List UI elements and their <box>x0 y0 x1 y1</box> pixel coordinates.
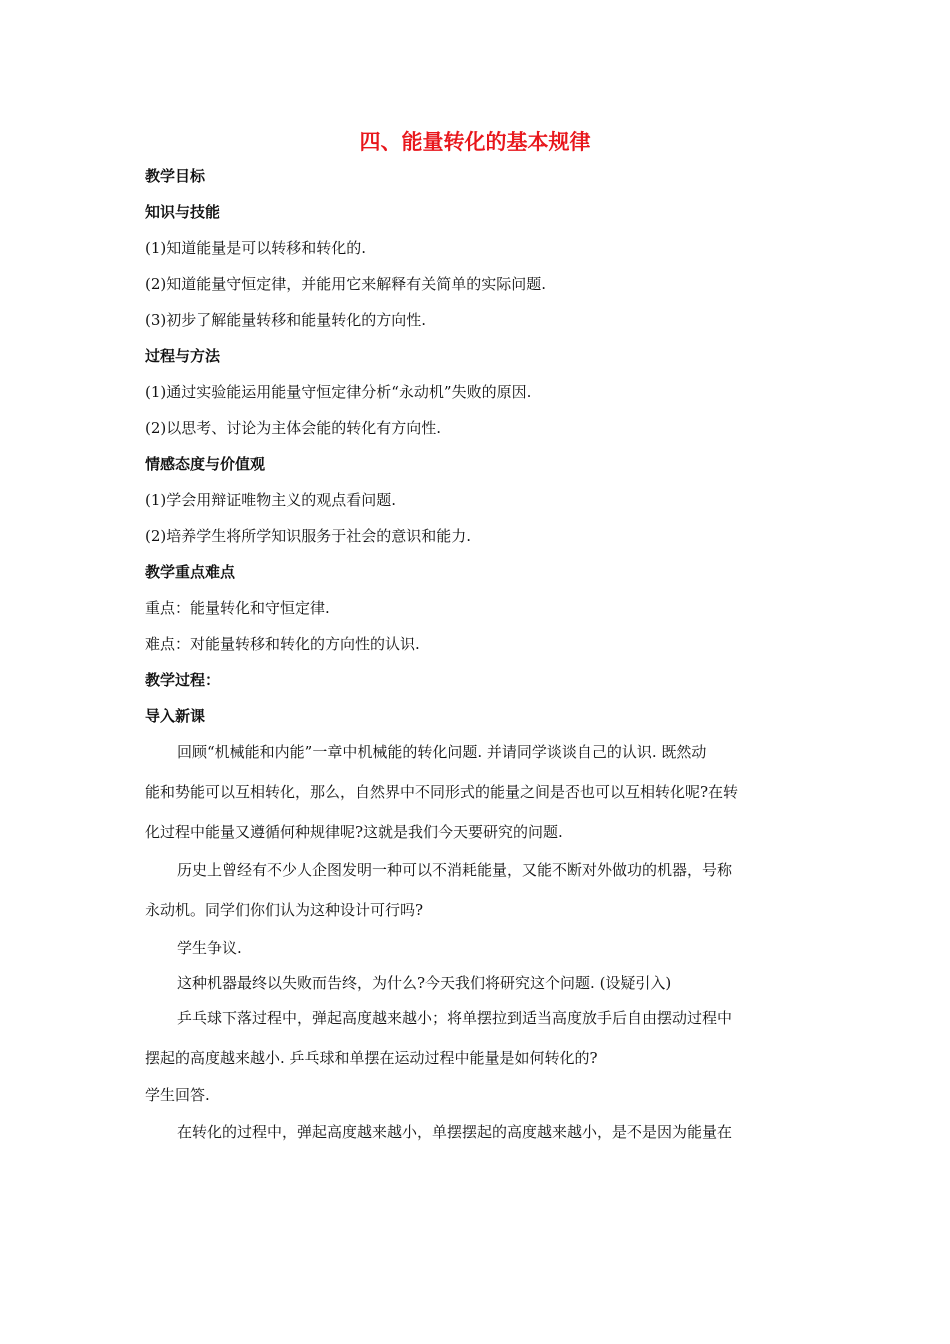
paragraph-5-line-1: 乒乓球下落过程中，弹起高度越来越小；将单摆拉到适当高度放手后自由摆动过程中 <box>177 1009 733 1027</box>
paragraph-2-line-2: 永动机。同学们你们认为这种设计可行吗? <box>145 901 424 919</box>
heading-knowledge-skills: 知识与技能 <box>145 203 221 221</box>
attitude-item-2: (2)培养学生将所学知识服务于社会的意识和能力. <box>145 527 472 545</box>
paragraph-3: 学生争议. <box>177 939 242 957</box>
knowledge-item-1: (1)知道能量是可以转移和转化的. <box>145 239 367 257</box>
paragraph-7-line-1: 在转化的过程中，弹起高度越来越小，单摆摆起的高度越来越小，是不是因为能量在 <box>177 1123 733 1141</box>
heading-objectives: 教学目标 <box>145 167 206 185</box>
knowledge-item-2: (2)知道能量守恒定律，并能用它来解释有关简单的实际问题. <box>145 275 547 293</box>
paragraph-6: 学生回答. <box>145 1086 210 1104</box>
knowledge-item-3: (3)初步了解能量转移和能量转化的方向性. <box>145 311 427 329</box>
difficulty-point: 难点：对能量转移和转化的方向性的认识. <box>145 635 420 653</box>
paragraph-1-line-2: 能和势能可以互相转化，那么，自然界中不同形式的能量之间是否也可以互相转化呢?在转 <box>145 783 739 801</box>
paragraph-2-line-1: 历史上曾经有不少人企图发明一种可以不消耗能量，又能不断对外做功的机器，号称 <box>177 861 733 879</box>
heading-key-difficult: 教学重点难点 <box>145 563 236 581</box>
heading-process-methods: 过程与方法 <box>145 347 221 365</box>
paragraph-5-line-2: 摆起的高度越来越小. 乒乓球和单摆在运动过程中能量是如何转化的? <box>145 1049 598 1067</box>
heading-teaching-process: 教学过程： <box>145 671 221 689</box>
key-point: 重点：能量转化和守恒定律. <box>145 599 330 617</box>
paragraph-1-line-3: 化过程中能量又遵循何种规律呢?这就是我们今天要研究的问题. <box>145 823 563 841</box>
document-title: 四、能量转化的基本规律 <box>359 130 591 154</box>
process-item-2: (2)以思考、讨论为主体会能的转化有方向性. <box>145 419 442 437</box>
heading-introduction: 导入新课 <box>145 707 206 725</box>
paragraph-4: 这种机器最终以失败而告终，为什么?今天我们将研究这个问题. (设疑引入) <box>177 974 672 992</box>
attitude-item-1: (1)学会用辩证唯物主义的观点看问题. <box>145 491 397 509</box>
heading-attitude-values: 情感态度与价值观 <box>145 455 266 473</box>
process-item-1: (1)通过实验能运用能量守恒定律分析“永动机”失败的原因. <box>145 383 532 401</box>
paragraph-1-line-1: 回顾“机械能和内能”一章中机械能的转化问题. 并请同学谈谈自己的认识. 既然动 <box>177 743 707 761</box>
